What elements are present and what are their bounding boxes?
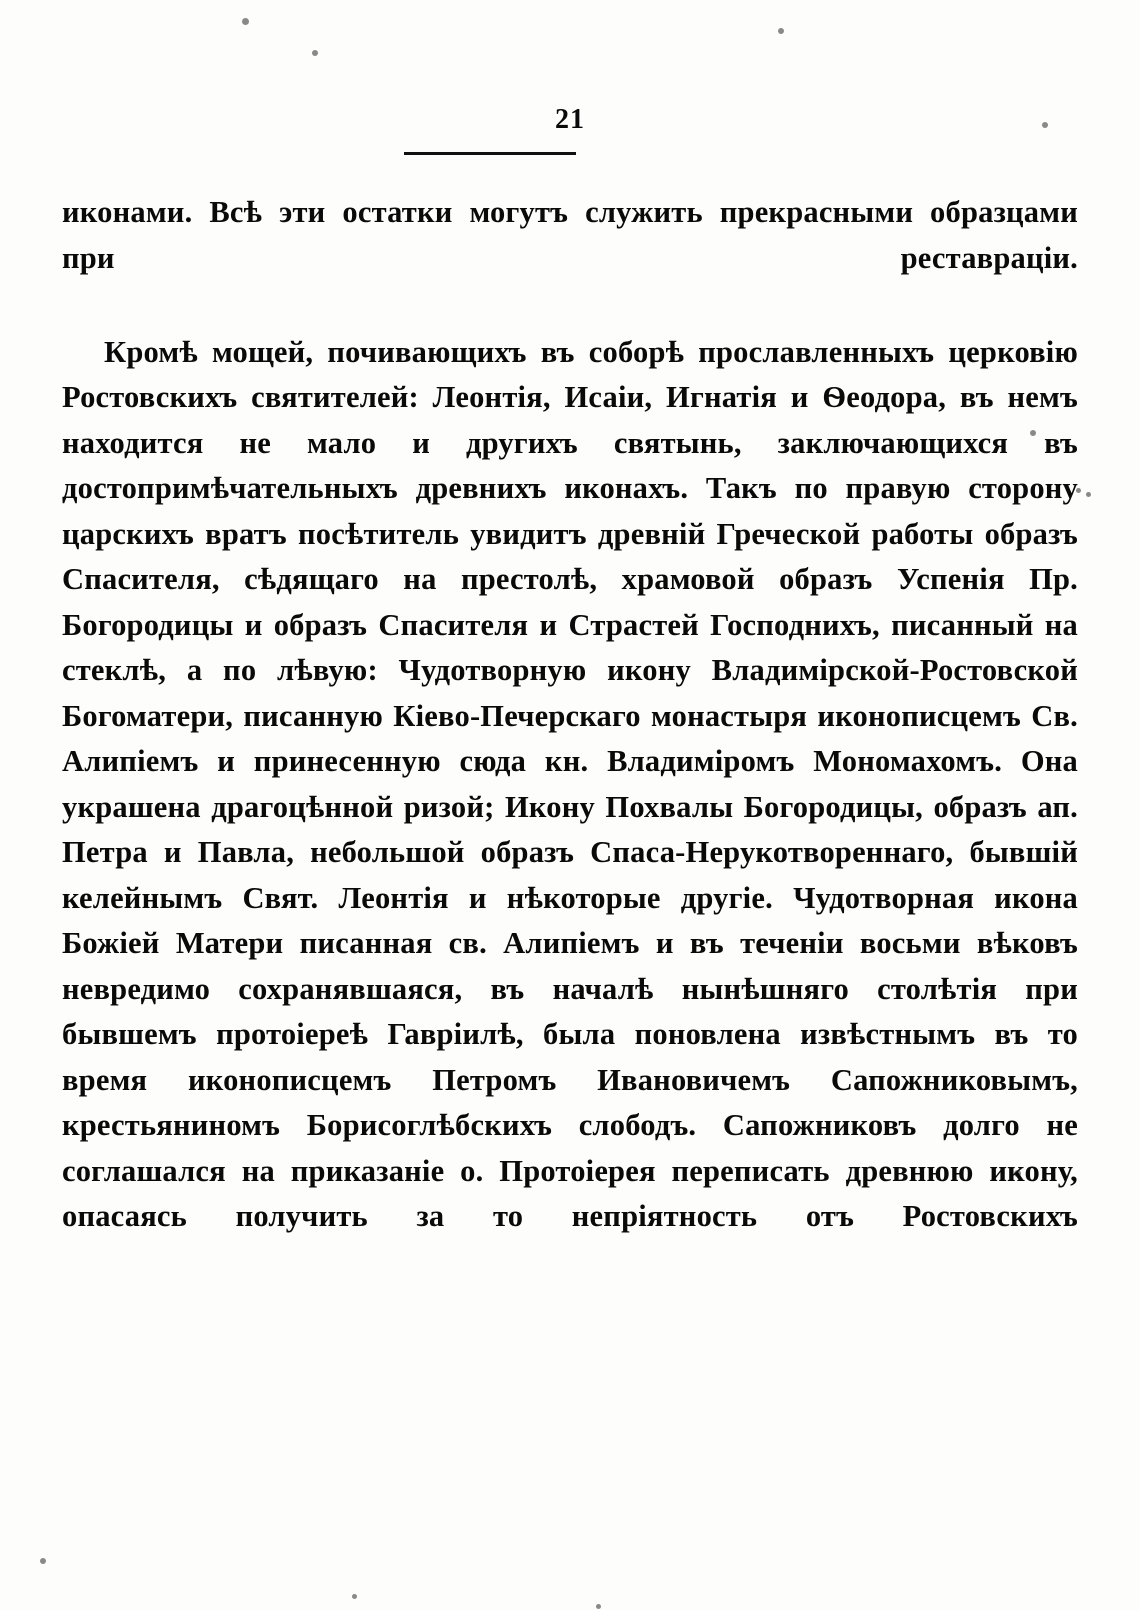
scan-speck (352, 1594, 357, 1599)
paragraph-2: Кромѣ мощей, почивающихъ въ соборѣ прославленныхъ церковію Ростовскихъ святителей: Леонтія, Исаіи, Игнатія и Ѳеодора, въ немъ находится не мало и другихъ святынь, заключающихся въ достопримѣчательныхъ древнихъ иконахъ. Такъ по правую сторону царскихъ вратъ посѣтитель увидитъ древній Греческой работы образъ Спасителя, сѣдящаго на престолѣ, храмовой образъ Успенія Пр. Богородицы и образъ Спасителя и Страстей Господнихъ, писанный на стеклѣ, а по лѣвую: Чудотворную икону Владимірской-Ростовской Богоматери, писанную Кіево-Печерскаго монастыря иконописцемъ Св. Алипіемъ и принесенную сюда кн. Владиміромъ Мономахомъ. Она украшена драгоцѣнной ризой; Икону Похвалы Богородицы, образъ ап. Петра и Павла, небольшой образъ Спаса-Нерукотвореннаго, бывшій келейнымъ Свят. Леонтія и нѣкоторые другіе. Чудотворная икона Божіей Матери писанная св. Алипіемъ и въ теченіи восьми вѣковъ невредимо сохранявшаяся, въ началѣ нынѣшняго столѣтія при бывшемъ протоіереѣ Гавріилѣ, была поновлена извѣстнымъ въ то время иконописцемъ Петромъ Ивановичемъ Сапожниковымъ, крестьяниномъ Борисоглѣбскихъ слободъ. Сапожниковъ долго не соглашался на приказаніе о. Протоіерея переписать древнюю икону, опасаясь получить за то непріятность отъ Ростовскихъ (62, 334, 1078, 1233)
scan-speck (778, 28, 784, 34)
paragraph-1: иконами. Всѣ эти остатки могутъ служить прекрасными образцами при реставраціи. (62, 195, 1078, 275)
scan-speck (596, 1604, 601, 1609)
scan-speck (40, 1558, 46, 1564)
header-divider-rule (404, 152, 576, 155)
scan-speck (242, 18, 249, 25)
scan-speck (1086, 492, 1091, 497)
page-body (62, 190, 1078, 1285)
page-number: 21 (555, 104, 585, 135)
scan-speck (312, 50, 318, 56)
